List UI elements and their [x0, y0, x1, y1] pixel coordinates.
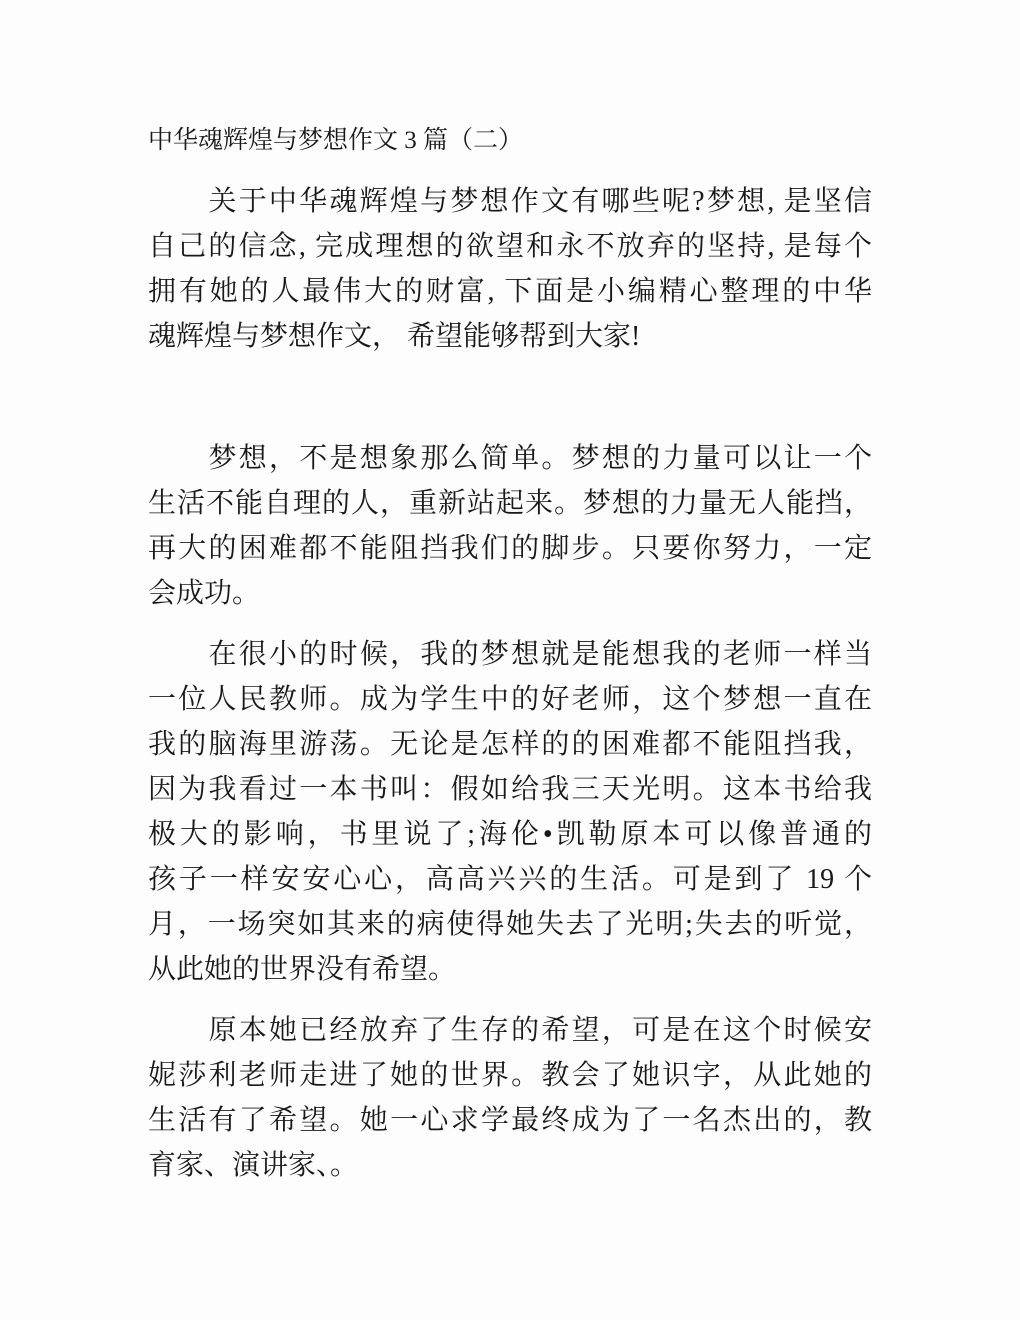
text-line: 再大的困难都不能阻挡我们的脚步。只要你努力，一定: [148, 533, 872, 564]
text-line: 一位人民教师。成为学生中的好老师，这个梦想一直在: [148, 684, 872, 715]
text-line: 关于中华魂辉煌与梦想作文有哪些呢?梦想, 是坚信: [148, 186, 872, 217]
paragraph-essay-para-2: [148, 632, 872, 992]
paragraph-intro: [148, 179, 872, 359]
text-line: 因为我看过一本书叫：假如给我三天光明。这本书给我: [148, 774, 872, 805]
text-line: 育家、演讲家、。: [148, 1150, 359, 1181]
text-line: [148, 375, 872, 420]
text-line: 极大的影响，书里说了;海伦•凯勒原本可以像普通的: [148, 819, 872, 850]
text-line: 月，一场突如其来的病使得她失去了光明;失去的听觉，: [148, 909, 872, 940]
text-line: 生活有了希望。她一心求学最终成为了一名杰出的，教: [148, 1105, 872, 1136]
text-line: 梦想，不是想象那么简单。梦想的力量可以让一个: [148, 443, 872, 474]
text-line: 在很小的时候，我的梦想就是能想我的老师一样当: [148, 639, 872, 670]
text-line: 我的脑海里游荡。无论是怎样的的困难都不能阻挡我，: [148, 729, 872, 760]
document-body: [148, 179, 872, 1188]
text-line: 会成功。: [148, 578, 261, 609]
text-line: 生活不能自理的人，重新站起来。梦想的力量无人能挡，: [148, 488, 872, 519]
text-line: 魂辉煌与梦想作文， 希望能够帮到大家!: [148, 321, 641, 352]
text-line: 孩子一样安安心心，高高兴兴的生活。可是到了 19 个: [148, 864, 872, 895]
text-line: 自己的信念, 完成理想的欲望和永不放弃的坚持, 是每个: [148, 231, 872, 262]
text-line: 拥有她的人最伟大的财富, 下面是小编精心整理的中华: [148, 276, 872, 307]
paragraph-essay-para-3: [148, 1008, 872, 1188]
paragraph-blank-line: [148, 375, 872, 420]
text-line: 妮莎利老师走进了她的世界。教会了她识字，从此她的: [148, 1060, 872, 1091]
text-line: 原本她已经放弃了生存的希望，可是在这个时候安: [148, 1015, 872, 1046]
text-line: 从此她的世界没有希望。: [148, 954, 457, 985]
paragraph-essay-para-1: [148, 436, 872, 616]
document-title: 中华魂辉煌与梦想作文 3 篇（二）: [148, 127, 524, 154]
